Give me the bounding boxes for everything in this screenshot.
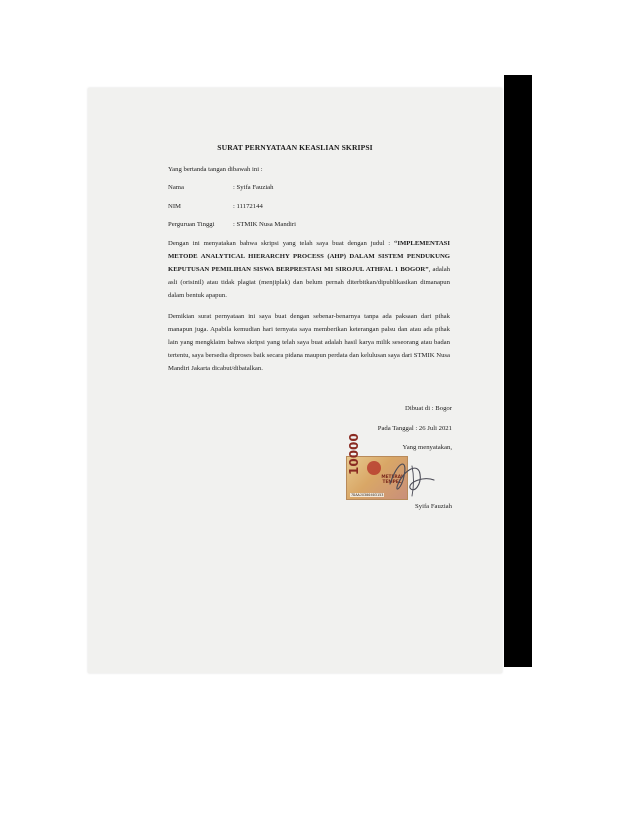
closing-paragraph: Demikian surat pernyataan ini saya buat dengan sebenar-benarnya tanpa ada paksaan dari pihak manapun juga. Apabila kemudian hari ternyata saya memberikan keterangan palsu dan atau ada pihak lain yang mengklaim bahwa skripsi yang telah saya buat adalah hasil karya milik seseorang atau badan tertentu, saya bersedia diproses baik secara pidana maupun perdata dan kelulusan saya dari STMIK Nusa Mandiri Jakarta dicabut/dibatalkan. <box>168 313 450 372</box>
field-nim-label: NIM <box>168 203 182 210</box>
intro-line: Yang bertanda tangan dibawah ini : <box>168 166 263 173</box>
garuda-emblem-icon <box>367 461 381 475</box>
field-nim-value: : 11172144 <box>233 203 263 210</box>
field-nama-label: Nama <box>168 184 184 191</box>
declarer-line: Yang menyatakan, <box>402 444 452 451</box>
statement-rest: , adalah asli (orisinil) atau tidak plagiat (menjiplak) dan belum pernah diterbitkan/dipublikasikan dimanapun dalam bentuk apapun. <box>168 266 451 299</box>
statement-lead: Dengan ini menyatakan bahwa skripsi yang telah saya buat dengan judul : <box>168 240 395 247</box>
thesis-title: “IMPLEMENTASI METODE ANALYTICAL HIERARCHY PROCESS (AHP) DALAM SISTEM PENDUKUNG KEPUTUSAN PEMILIHAN SISWA BERPRESTASI MI SIROJUL ATHFAL 1 BOGOR” <box>168 240 450 273</box>
stamp-serial: 7DAAJX300403153 <box>351 493 384 497</box>
field-perguruan-label: Perguruan Tinggi <box>168 221 215 228</box>
document-title: SURAT PERNYATAAN KEASLIAN SKRIPSI <box>217 143 373 152</box>
field-nama-value: : Syifa Fauziah <box>233 184 274 191</box>
signature-scribble <box>384 454 440 498</box>
field-perguruan-value: : STMIK Nusa Mandiri <box>233 221 296 228</box>
stamp-label: METERAI TEMPEL <box>381 475 403 485</box>
statement-paragraph <box>168 237 450 302</box>
date-line: Pada Tanggal : 26 Juli 2021 <box>377 425 452 432</box>
stamp-denomination: 10000 <box>347 433 361 475</box>
place-line: Dibuat di : Bogor <box>405 405 452 412</box>
side-black-bar <box>504 75 532 667</box>
document-page <box>88 88 502 673</box>
signer-name: Syifa Fauziah <box>415 503 452 510</box>
